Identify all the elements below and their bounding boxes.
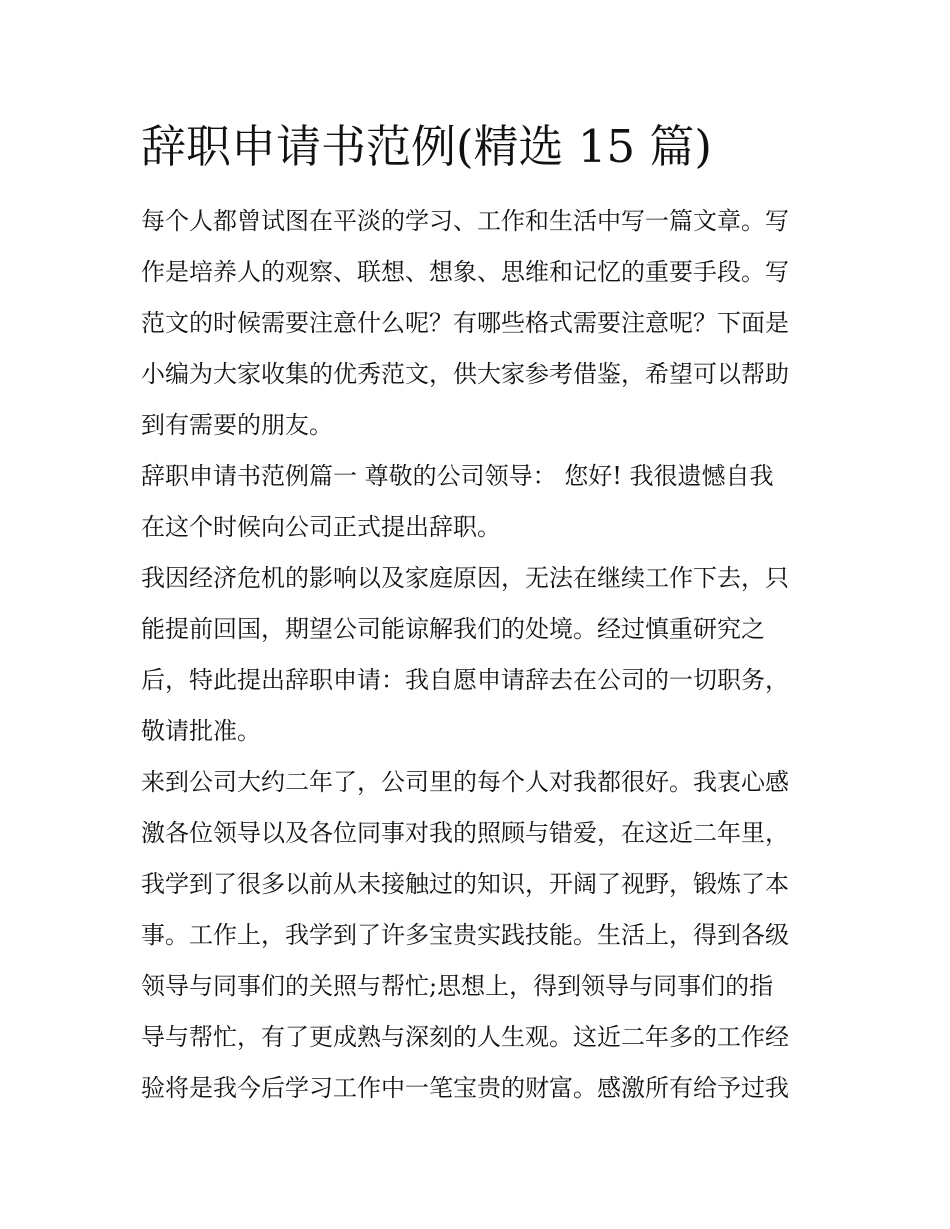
text-line: 每个人都曾试图在平淡的学习、工作和生活中写一篇文章。写 [141,207,789,235]
paragraph-intro [141,196,821,451]
text-line: 作是培养人的观察、联想、想象、思维和记忆的重要手段。写 [141,258,789,286]
paragraph-gratitude [141,757,821,1114]
text-line: 验将是我今后学习工作中一笔宝贵的财富。感激所有给予过我 [141,1074,789,1102]
text-line: 事。工作上，我学到了许多宝贵实践技能。生活上，得到各级 [141,921,789,949]
paragraph-reason [141,553,821,757]
text-line: 敬请批准。 [141,717,261,745]
text-line: 后，特此提出辞职申请：我自愿申请辞去在公司的一切职务， [141,666,789,694]
text-line: 到有需要的朋友。 [141,411,333,439]
text-line: 我学到了很多以前从未接触过的知识，开阔了视野，锻炼了本 [141,870,789,898]
text-line: 领导与同事们的关照与帮忙;思想上，得到领导与同事们的指 [141,972,774,1000]
text-line: 我因经济危机的影响以及家庭原因，无法在继续工作下去，只 [141,564,789,592]
text-line: 小编为大家收集的优秀范文，供大家参考借鉴，希望可以帮助 [141,360,789,388]
text-line: 范文的时候需要注意什么呢？有哪些格式需要注意呢？下面是 [141,309,789,337]
text-line: 来到公司大约二年了，公司里的每个人对我都很好。我衷心感 [141,768,789,796]
text-line: 导与帮忙，有了更成熟与深刻的人生观。这近二年多的工作经 [141,1023,789,1051]
text-line: 辞职申请书范例篇一 尊敬的公司领导： 您好! 我很遗憾自我 [141,462,774,490]
text-line: 在这个时候向公司正式提出辞职。 [141,513,501,541]
paragraph-salutation [141,451,821,553]
document-title: 辞职申请书范例(精选 15 篇) [141,120,712,173]
text-line: 激各位领导以及各位同事对我的照顾与错爱，在这近二年里， [141,819,789,847]
text-line: 能提前回国，期望公司能谅解我们的处境。经过慎重研究之 [141,615,765,643]
document-body [141,196,821,1114]
